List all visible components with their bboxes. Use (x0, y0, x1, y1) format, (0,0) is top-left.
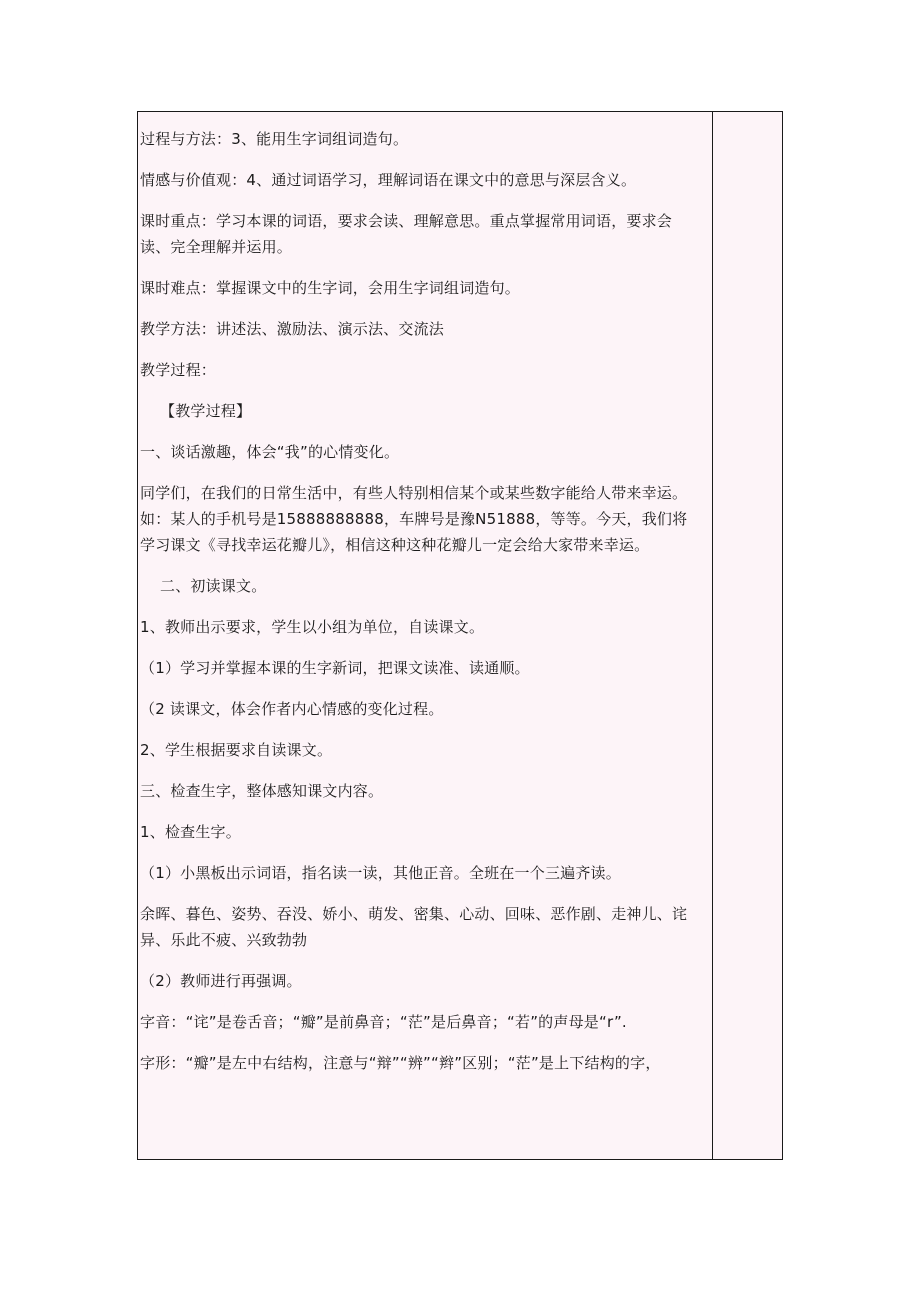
paragraph: 课时难点：掌握课文中的生字词，会用生字词组词造句。 (140, 279, 521, 297)
paragraph: 余晖、暮色、姿势、吞没、娇小、萌发、密集、心动、回味、恶作剧、走神儿、诧异、乐此不疲、兴致勃勃 (140, 905, 688, 949)
paragraph: （1）学习并掌握本课的生字新词，把课文读准、读通顺。 (140, 659, 530, 677)
paragraph: 二、初读课文。 (160, 577, 267, 595)
paragraph: 三、检查生字，整体感知课文内容。 (140, 782, 384, 800)
content-cell (138, 112, 713, 1159)
paragraph: 同学们，在我们的日常生活中，有些人特别相信某个或某些数字能给人带来幸运。如：某人的手机号是15888888888，车牌号是豫N51888，等等。今天，我们将学习课文《寻找幸运花瓣儿》，相信这种这种花瓣儿一定会给大家带来幸运。 (140, 484, 688, 554)
paragraph: 课时重点：学习本课的词语，要求会读、理解意思。重点掌握常用词语，要求会读、完全理解并运用。 (140, 212, 673, 256)
paragraph: 2、学生根据要求自读课文。 (140, 741, 333, 759)
paragraph: 字形：“瓣”是左中右结构，注意与“辩”“辨”“辫”区别；“茫”是上下结构的字， (140, 1054, 661, 1072)
paragraph: 【教学过程】 (160, 402, 252, 420)
paragraph: 字音：“诧”是卷舌音；“瓣”是前鼻音；“茫”是后鼻音；“若”的声母是“r”. (140, 1013, 627, 1031)
notes-cell (713, 112, 782, 1159)
paragraph: （2）教师进行再强调。 (140, 972, 302, 990)
paragraph: 情感与价值观：4、通过词语学习，理解词语在课文中的意思与深层含义。 (140, 171, 637, 189)
paragraph: （2 读课文，体会作者内心情感的变化过程。 (140, 700, 444, 718)
paragraph: 教学过程： (140, 361, 217, 379)
paragraph: 一、谈话激趣，体会“我”的心情变化。 (140, 443, 400, 461)
document-table (137, 111, 783, 1160)
paragraph: （1）小黑板出示词语，指名读一读，其他正音。全班在一个三遍齐读。 (140, 864, 621, 882)
paragraph: 1、检查生字。 (140, 823, 241, 841)
paragraph: 1、教师出示要求，学生以小组为单位，自读课文。 (140, 618, 485, 636)
paragraph: 教学方法：讲述法、激励法、演示法、交流法 (140, 320, 445, 338)
paragraph: 过程与方法：3、能用生字词组词造句。 (140, 130, 409, 148)
